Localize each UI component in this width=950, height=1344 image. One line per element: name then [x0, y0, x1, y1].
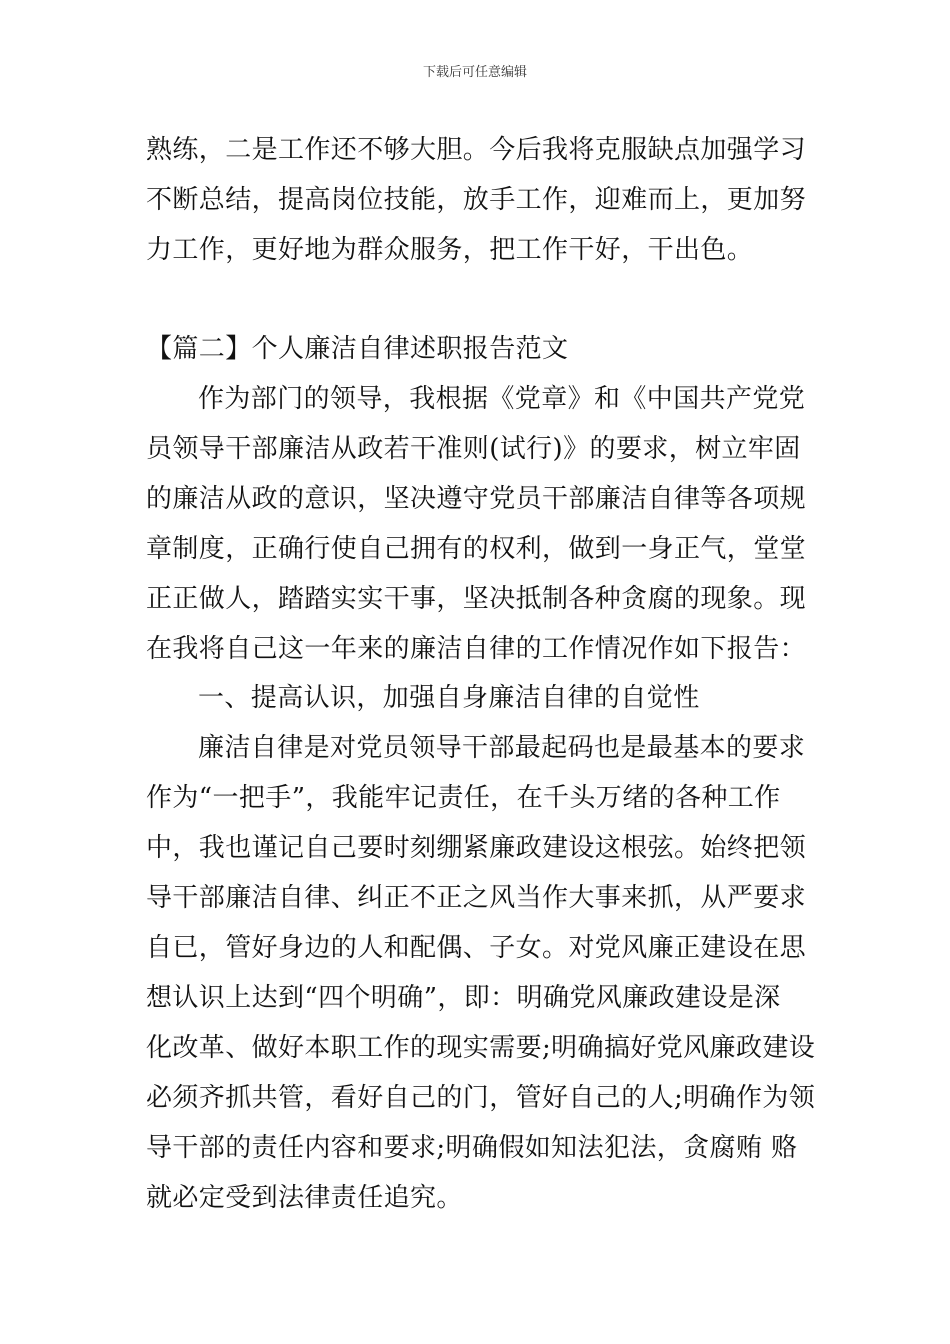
paragraph-line: 熟练，二是工作还不够大胆。今后我将克服缺点加强学习	[146, 135, 807, 165]
paragraph-line: 力工作，更好地为群众服务，把工作干好，干出色。	[146, 235, 754, 265]
paragraph-line: 章制度，正确行使自己拥有的权利，做到一身正气，堂堂	[146, 534, 807, 564]
paragraph-line: 中，我也谨记自己要时刻绷紧廉政建设这根弦。始终把领	[146, 833, 807, 863]
paragraph-line: 廉洁自律是对党员领导干部最起码也是最基本的要求	[198, 733, 806, 763]
paragraph-line: 的廉洁从政的意识，坚决遵守党员干部廉洁自律等各项规	[146, 484, 807, 514]
paragraph-line: 正正做人，踏踏实实干事，坚决抵制各种贪腐的现象。现	[146, 584, 807, 614]
paragraph-line: 作为“一把手”，我能牢记责任，在千头万绪的各种工作	[146, 783, 781, 813]
paragraph-line: 作为部门的领导，我根据《党章》和《中国共产党党	[198, 384, 806, 414]
paragraph-line: 导干部廉洁自律、纠正不正之风当作大事来抓，从严要求	[146, 883, 807, 913]
paragraph-line: 就必定受到法律责任追究。	[146, 1183, 463, 1213]
subsection-heading: 一、提高认识，加强自身廉洁自律的自觉性	[198, 683, 700, 713]
paragraph-line: 不断总结，提高岗位技能，放手工作，迎难而上，更加努	[146, 185, 807, 215]
paragraph-line: 必须齐抓共管，看好自己的门，管好自己的人;明确作为领	[146, 1083, 816, 1113]
paragraph-line: 化改革、做好本职工作的现实需要;明确搞好党风廉政建设	[146, 1033, 816, 1063]
paragraph-line: 导干部的责任内容和要求;明确假如知法犯法，贪腐贿 赂	[146, 1133, 798, 1163]
page-header: 下载后可任意编辑	[422, 65, 527, 80]
paragraph-line: 在我将自己这一年来的廉洁自律的工作情况作如下报告：	[146, 634, 807, 664]
section-heading: 【篇二】个人廉洁自律述职报告范文	[146, 334, 569, 364]
paragraph-line: 自已，管好身边的人和配偶、子女。对党风廉正建设在思	[146, 933, 807, 963]
paragraph-line: 员领导干部廉洁从政若干准则(试行)》的要求，树立牢固	[146, 434, 801, 464]
paragraph-line: 想认识上达到“四个明确”，即：明确党风廉政建设是深	[146, 983, 781, 1013]
